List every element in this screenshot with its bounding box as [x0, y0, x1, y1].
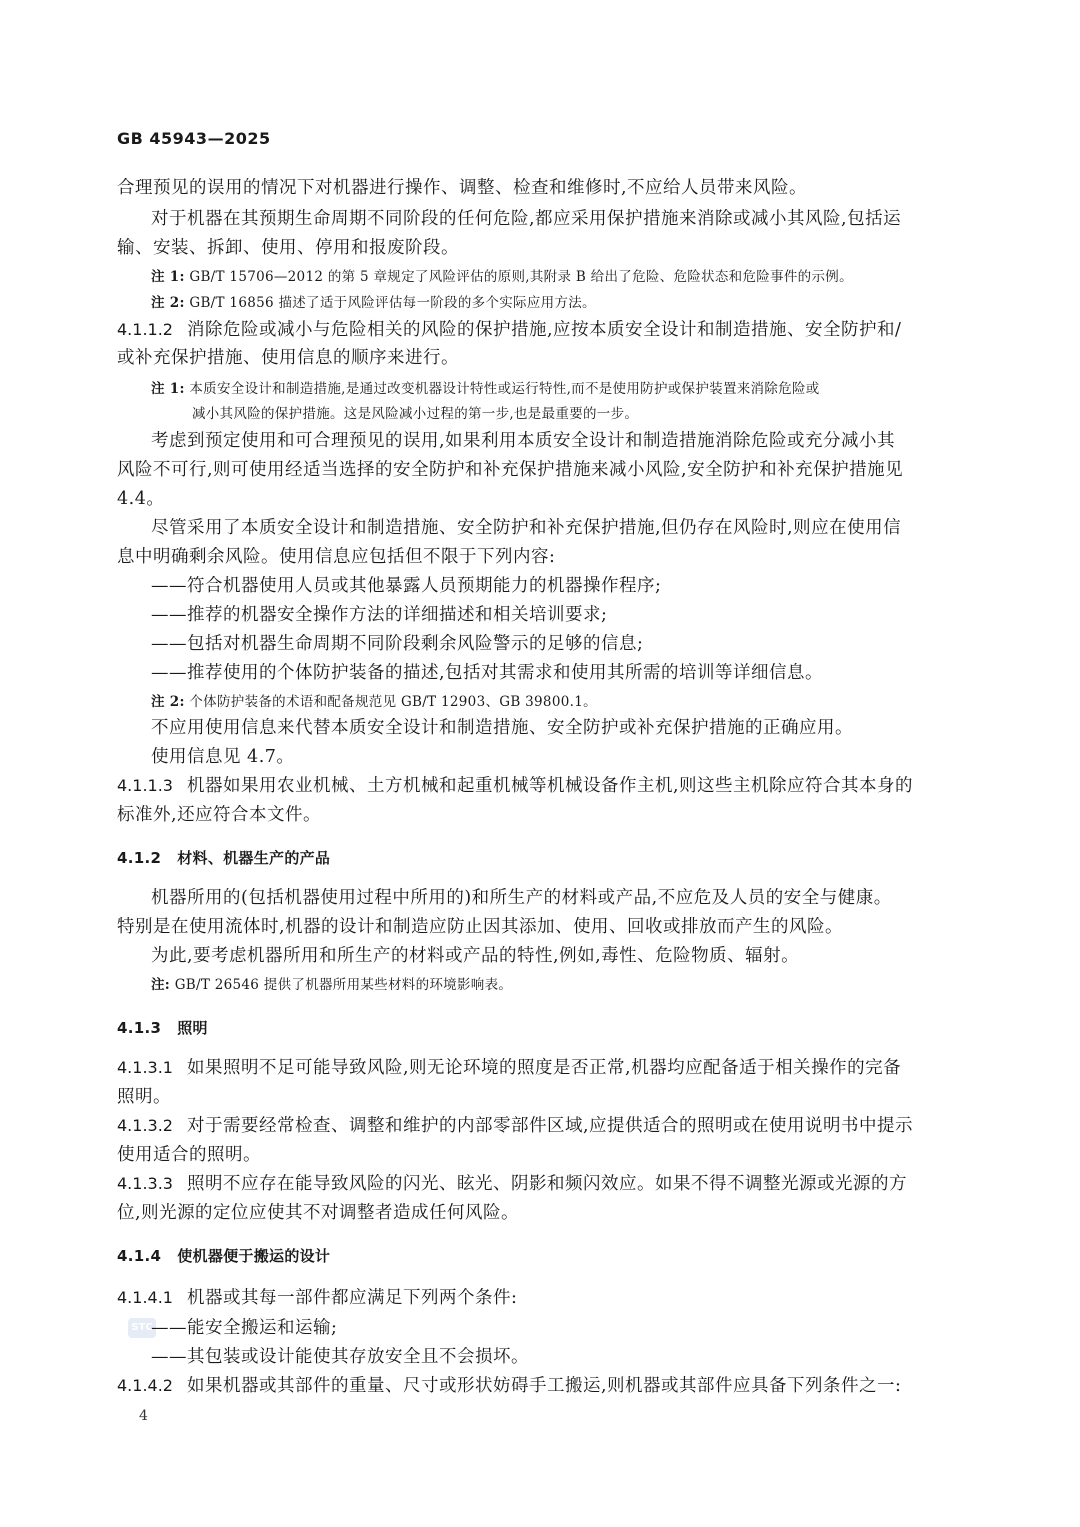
- note-label: 注 1:: [151, 269, 185, 285]
- section-title: 照明: [177, 1019, 208, 1037]
- section-heading-4-1-3: [117, 1016, 208, 1040]
- note-label: 注 2:: [151, 295, 185, 311]
- clause-text: 机器如果用农业机械、土方机械和起重机械等机械设备作主机,则这些主机除应符合其本身的: [186, 776, 914, 796]
- note: [151, 265, 853, 289]
- paragraph-line: 特别是在使用流体时,机器的设计和制造应防止因其添加、使用、回收或排放而产生的风险。: [117, 917, 844, 937]
- note: [151, 377, 820, 401]
- paragraph-line: 位,则光源的定位应使其不对调整者造成任何风险。: [117, 1203, 520, 1223]
- paragraph-line: 标准外,还应符合本文件。: [117, 805, 322, 825]
- section-number: 4.1.2: [117, 849, 162, 867]
- section-number: 4.1.4: [117, 1247, 162, 1265]
- list-item: ——推荐的机器安全操作方法的详细描述和相关培训要求;: [151, 605, 608, 625]
- paragraph-line: 或补充保护措施、使用信息的顺序来进行。: [117, 348, 459, 368]
- paragraph-line: 息中明确剩余风险。使用信息应包括但不限于下列内容:: [117, 547, 556, 567]
- note: [151, 690, 597, 714]
- clause-4-1-3-3: [117, 1172, 907, 1196]
- note-label: 注 2:: [151, 694, 185, 710]
- section-heading-4-1-4: [117, 1244, 330, 1268]
- paragraph-line: 输、安装、拆卸、使用、停用和报废阶段。: [117, 238, 459, 258]
- clause-4-1-3-1: [117, 1056, 901, 1080]
- note-text: 本质安全设计和制造措施,是通过改变机器设计特性或运行特性,而不是使用防护或保护装置来消除危险或: [189, 381, 820, 397]
- paragraph-line: 尽管采用了本质安全设计和制造措施、安全防护和补充保护措施,但仍存在风险时,则应在使用信: [151, 518, 902, 538]
- clause-number: 4.1.3.1: [117, 1058, 173, 1077]
- paragraph-line: 使用适合的照明。: [117, 1145, 261, 1165]
- clause-number: 4.1.4.2: [117, 1376, 173, 1395]
- section-heading-4-1-2: [117, 846, 330, 870]
- note-label: 注 1:: [151, 381, 185, 397]
- list-item: ——符合机器使用人员或其他暴露人员预期能力的机器操作程序;: [151, 576, 662, 596]
- note-text: GB/T 15706—2012 的第 5 章规定了风险评估的原则,其附录 B 给出了危险、危险状态和危险事件的示例。: [189, 269, 853, 285]
- paragraph-line: 使用信息见 4.7。: [151, 747, 295, 767]
- clause-text: 机器或其每一部件都应满足下列两个条件:: [186, 1288, 518, 1308]
- clause-text: 消除危险或减小与危险相关的风险的保护措施,应按本质安全设计和制造措施、安全防护和/: [186, 320, 902, 340]
- clause-text: 照明不应存在能导致风险的闪光、眩光、阴影和频闪效应。如果不得不调整光源或光源的方: [186, 1174, 907, 1194]
- watermark-logo: STC: [128, 1318, 156, 1338]
- paragraph-line: 机器所用的(包括机器使用过程中所用的)和所生产的材料或产品,不应危及人员的安全与健康。: [151, 888, 892, 908]
- page-number: 4: [139, 1408, 148, 1424]
- clause-number: 4.1.4.1: [117, 1288, 173, 1307]
- list-item: ——其包装或设计能使其存放安全且不会损坏。: [151, 1347, 529, 1367]
- paragraph-line: 合理预见的误用的情况下对机器进行操作、调整、检查和维修时,不应给人员带来风险。: [117, 178, 808, 198]
- section-number: 4.1.3: [117, 1019, 162, 1037]
- paragraph-line: 考虑到预定使用和可合理预见的误用,如果利用本质安全设计和制造措施消除危险或充分减小其: [151, 431, 896, 451]
- clause-text: 对于需要经常检查、调整和维护的内部零部件区域,应提供适合的照明或在使用说明书中提示: [186, 1116, 914, 1136]
- clause-4-1-1-3: [117, 774, 913, 798]
- list-item: ——能安全搬运和运输;: [151, 1318, 338, 1338]
- clause-4-1-3-2: [117, 1114, 913, 1138]
- clause-number: 4.1.3.2: [117, 1116, 173, 1135]
- section-title: 使机器便于搬运的设计: [177, 1247, 331, 1265]
- paragraph-line: 照明。: [117, 1087, 171, 1107]
- note-text: 个体防护装备的术语和配备规范见 GB/T 12903、GB 39800.1。: [189, 694, 597, 710]
- paragraph-line: 对于机器在其预期生命周期不同阶段的任何危险,都应采用保护措施来消除或减小其风险,包括运: [151, 209, 902, 229]
- note-continuation: 减小其风险的保护措施。这是风险减小过程的第一步,也是最重要的一步。: [192, 406, 639, 422]
- note: [151, 973, 512, 997]
- clause-4-1-1-2: [117, 318, 901, 342]
- standard-number: GB 45943—2025: [117, 129, 271, 148]
- clause-text: 如果机器或其部件的重量、尺寸或形状妨碍手工搬运,则机器或其部件应具备下列条件之一:: [186, 1376, 902, 1396]
- note: [151, 291, 596, 315]
- paragraph-line: 风险不可行,则可使用经适当选择的安全防护和补充保护措施来减小风险,安全防护和补充保护措施见: [117, 460, 904, 480]
- section-title: 材料、机器生产的产品: [177, 849, 331, 867]
- clause-4-1-4-2: [117, 1374, 901, 1398]
- list-item: ——包括对机器生命周期不同阶段剩余风险警示的足够的信息;: [151, 634, 644, 654]
- note-text: GB/T 16856 描述了适于风险评估每一阶段的多个实际应用方法。: [189, 295, 596, 311]
- note-text: GB/T 26546 提供了机器所用某些材料的环境影响表。: [174, 977, 513, 993]
- clause-number: 4.1.3.3: [117, 1174, 173, 1193]
- paragraph-line: 为此,要考虑机器所用和所生产的材料或产品的特性,例如,毒性、危险物质、辐射。: [151, 946, 800, 966]
- note-label: 注:: [151, 977, 171, 993]
- paragraph-line: 不应用使用信息来代替本质安全设计和制造措施、安全防护或补充保护措施的正确应用。: [151, 718, 853, 738]
- clause-number: 4.1.1.2: [117, 320, 173, 339]
- paragraph-line: 4.4。: [117, 489, 165, 509]
- clause-text: 如果照明不足可能导致风险,则无论环境的照度是否正常,机器均应配备适于相关操作的完备: [186, 1058, 902, 1078]
- list-item: ——推荐使用的个体防护装备的描述,包括对其需求和使用其所需的培训等详细信息。: [151, 663, 824, 683]
- clause-number: 4.1.1.3: [117, 776, 173, 795]
- clause-4-1-4-1: [117, 1286, 517, 1310]
